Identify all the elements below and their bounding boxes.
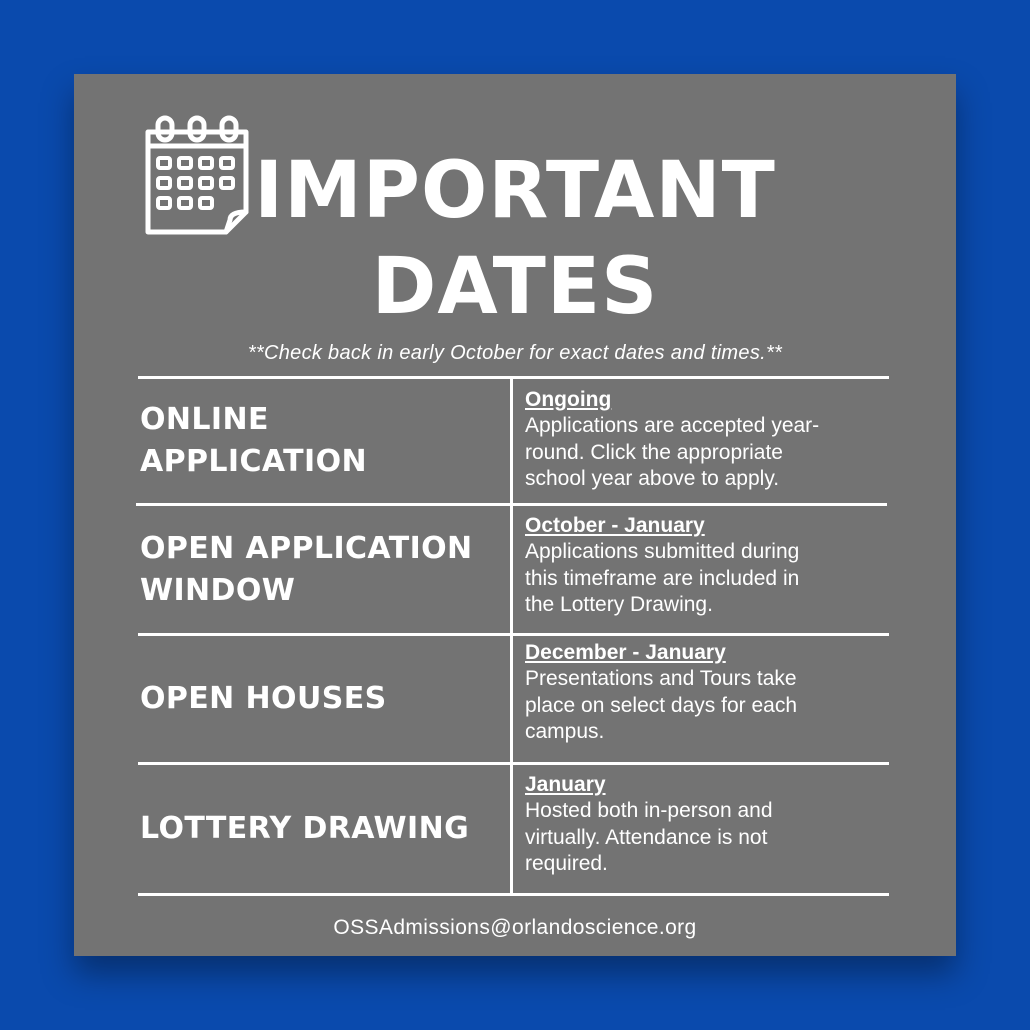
- row-detail-open-application-window: October - January Applications submitted during this timeframe are included in the Lottery Drawing.: [525, 513, 925, 619]
- row-label-lottery-drawing: LOTTERY DRAWING: [140, 811, 470, 846]
- check-back-note: **Check back in early October for exact dates and times.**: [247, 342, 783, 364]
- row-detail-open-houses: December - January Presentations and Tours take place on select days for each campus.: [525, 640, 925, 746]
- date-range: Ongoing: [525, 388, 612, 411]
- table-divider: [510, 378, 513, 896]
- date-range: October - January: [525, 514, 705, 537]
- page-title-line2: DATES: [371, 242, 659, 332]
- date-range: January: [525, 773, 606, 796]
- admissions-email: OSSAdmissions@orlandoscience.org: [333, 916, 697, 939]
- page-title-line1: IMPORTANT: [254, 146, 776, 236]
- date-range: December - January: [525, 641, 726, 664]
- row-label-open-houses: OPEN HOUSES: [140, 681, 387, 716]
- row-detail-lottery-drawing: January Hosted both in-person and virtually. Attendance is not required.: [525, 772, 925, 878]
- row-label-online-application: ONLINE APPLICATION: [140, 402, 368, 479]
- important-dates-card: [74, 74, 956, 956]
- row-label-open-application-window: OPEN APPLICATION WINDOW: [140, 530, 473, 608]
- table-rule-bottom: [138, 893, 889, 896]
- row-detail-online-application: Ongoing Applications are accepted year- round. Click the appropriate school year above to apply.: [525, 387, 925, 493]
